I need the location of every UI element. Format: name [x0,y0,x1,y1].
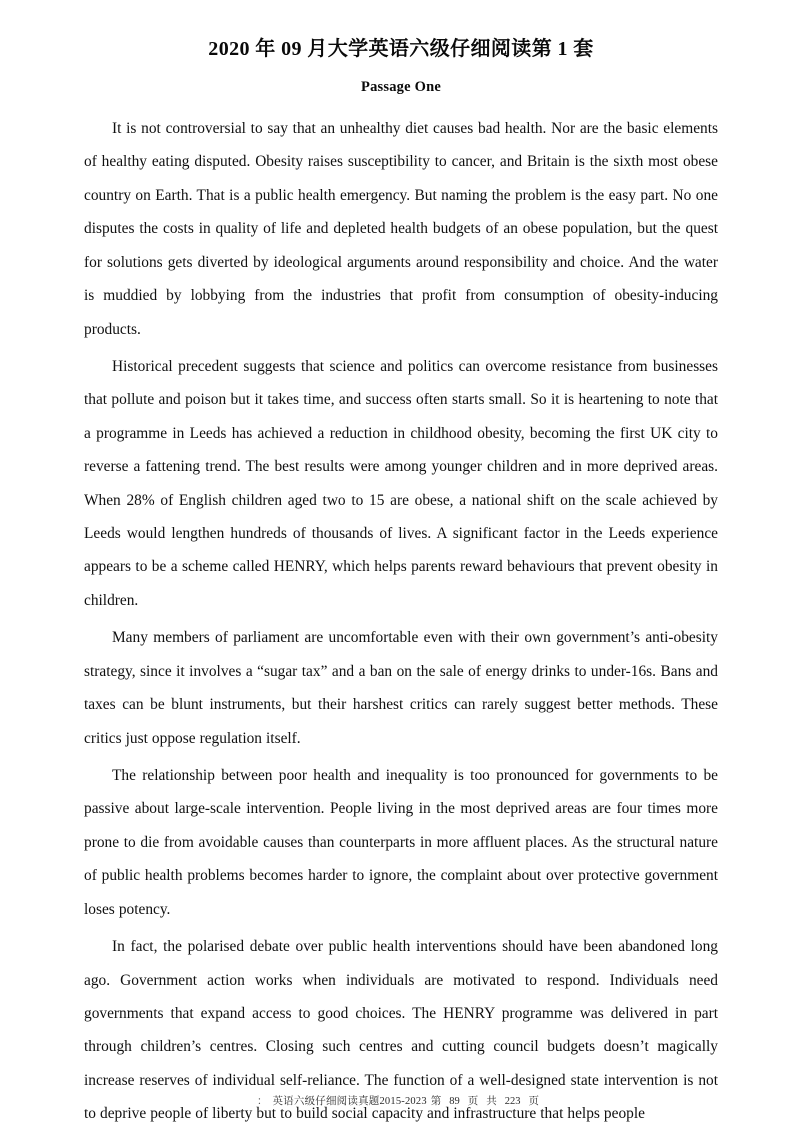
passage-paragraph: In fact, the polarised debate over public health interventions should have been abandoned long ago. Government action works when individuals are motivated to respond. Individuals need governments that expand access to good choices. The HENRY programme was delivered in part through children’s centres. Closing such centres and cutting council budgets doesn’t magically increase reserves of individual self-reliance. The function of a well-designed state intervention is not to deprive people of liberty but to build social capacity and infrastructure that helps people [84,938,718,1123]
page-content [84,0,718,1131]
passage-body [84,96,718,1131]
page-title: 2020 年 09 月大学英语六级仔细阅读第 1 套 [208,38,594,60]
footer-page-unit: 页 [467,1096,479,1107]
passage-paragraph: Many members of parliament are uncomfortable even with their own government’s anti-obesity strategy, since it involves a “sugar tax” and a ban on the sale of energy drinks to under-16s. Bans and taxes can be blunt instruments, but their harshest critics can rarely suggest better methods. These critics just oppose regulation itself. [84,629,718,747]
footer-source: 英语六级仔细阅读真题2015-2023 [272,1096,427,1107]
passage-label: Passage One [361,79,441,95]
passage-paragraph: The relationship between poor health and inequality is too pronounced for governments to be passive about large-scale intervention. People living in the most deprived areas are four times more prone to die from avoidable causes than counterparts in more affluent places. As the structural nature of public health problems becomes harder to ignore, the complaint about over protective government loses potency. [84,767,718,918]
footer-total-prefix: 共 [486,1096,497,1107]
footer-page-prefix: 第 [430,1096,442,1107]
page-footer [0,1093,800,1108]
footer-total-unit: 页 [528,1096,540,1107]
footer-page-number: 89 [449,1096,460,1107]
footer-total-pages: 223 [504,1096,521,1107]
passage-paragraph: Historical precedent suggests that science and politics can overcome resistance from businesses that pollute and poison but it takes time, and success often starts small. So it is heartening to note that a programme in Leeds has achieved a reduction in childhood obesity, becoming the first UK city to reverse a fattening trend. The best results were among younger children and in more deprived areas. When 28% of English children aged two to 15 are obese, a national shift on the scale achieved by Leeds would lengthen hundreds of thousands of lives. A significant factor in the Leeds experience appears to be a scheme called HENRY, which helps parents reward behaviours that prevent obesity in children. [84,357,718,609]
footer-mark: ： [256,1096,268,1107]
passage-paragraph: It is not controversial to say that an unhealthy diet causes bad health. Nor are the basic elements of healthy eating disputed. Obesity raises susceptibility to cancer, and Britain is the sixth most obese country on Earth. That is a public health emergency. But naming the problem is the easy part. No one disputes the costs in quality of life and depleted health budgets of an obese population, but the quest for solutions gets diverted by ideological arguments around responsibility and choice. And the water is muddied by lobbying from the industries that profit from consumption of obesity-inducing products. [84,120,718,338]
